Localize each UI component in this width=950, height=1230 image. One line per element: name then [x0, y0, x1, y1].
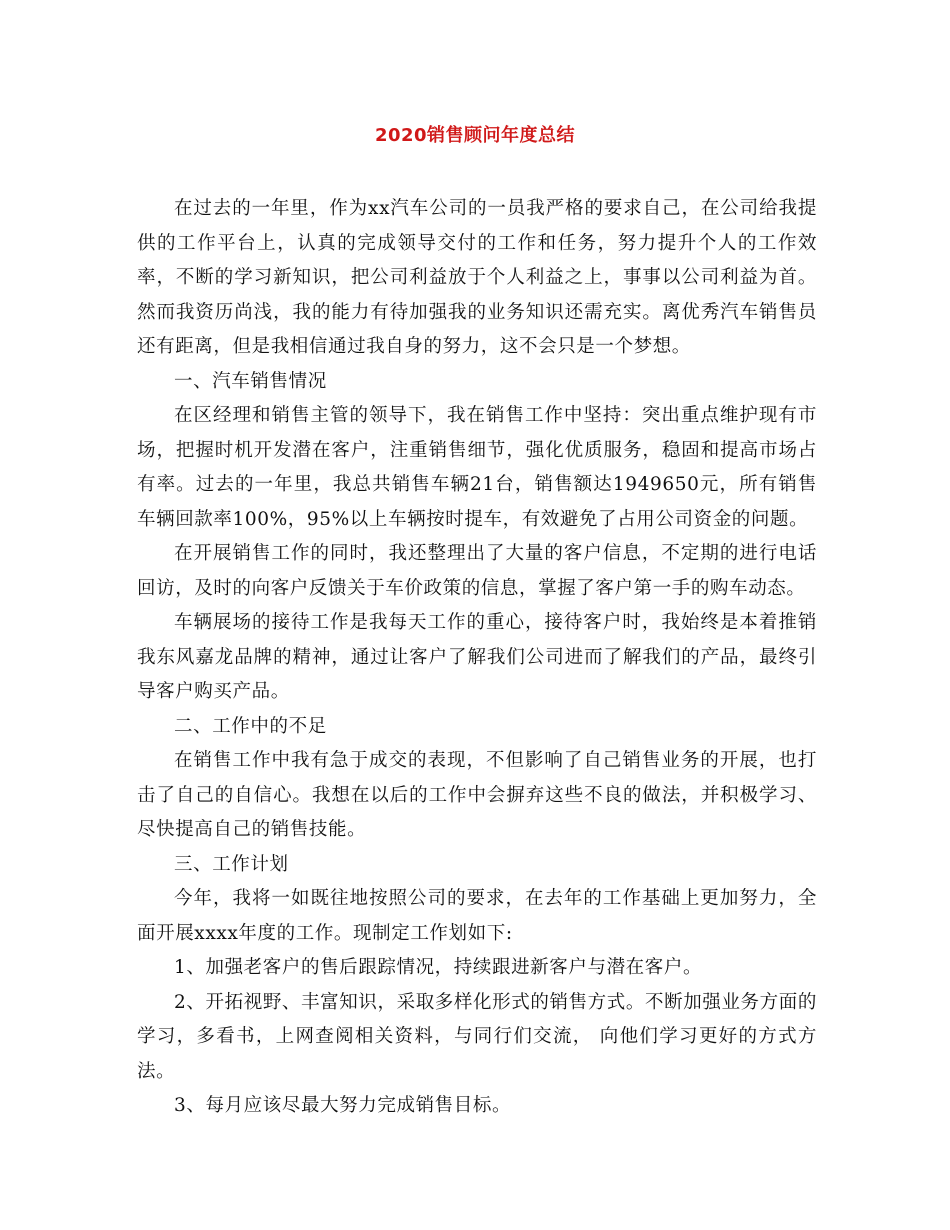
paragraph-customer-info: 在开展销售工作的同时，我还整理出了大量的客户信息，不定期的进行电话回访，及时的向客户反馈关于车价政策的信息，掌握了客户第一手的购车动态。: [137, 543, 817, 599]
plan-item-3: 3、每月应该尽最大努力完成销售目标。: [174, 1095, 512, 1116]
paragraph-shortcomings: 在销售工作中我有急于成交的表现，不但影响了自己销售业务的开展，也打击了自己的自信心。我想在以后的工作中会摒弃这些不良的做法，并积极学习、 尽快提高自己的销售技能。: [137, 750, 817, 840]
heading-work-plan: 三、工作计划: [174, 853, 289, 875]
heading-sales-status: 一、汽车销售情况: [174, 370, 327, 392]
heading-shortcomings: 二、工作中的不足: [174, 715, 327, 737]
paragraph-intro: 在过去的一年里，作为xx汽车公司的一员我严格的要求自己，在公司给我提供的工作平台上，认真的完成领导交付的工作和任务，努力提升个人的工作效率，不断的学习新知识，把公司利益放于个人利益之上，事事以公司利益为首。然而我资历尚浅，我的能力有待加强我的业务知识还需充实。离优秀汽车销售员还有距离，但是我相信通过我自身的努力，这不会只是一个梦想。: [137, 198, 817, 357]
paragraph-plan-intro: 今年，我将一如既往地按照公司的要求，在去年的工作基础上更加努力，全面开展xxxx年度的工作。现制定工作划如下:: [137, 888, 817, 944]
document-title: 2020销售顾问年度总结: [374, 125, 576, 146]
paragraph-showroom: 车辆展场的接待工作是我每天工作的重心，接待客户时，我始终是本着推销我东风嘉龙品牌的精神，通过让客户了解我们公司进而了解我们的产品，最终引导客户购买产品。: [137, 612, 817, 702]
paragraph-sales-results: 在区经理和销售主管的领导下，我在销售工作中坚持：突出重点维护现有市场，把握时机开发潜在客户，注重销售细节，强化优质服务，稳固和提高市场占有率。过去的一年里，我总共销售车辆21台，销售额达1949650元，所有销售车辆回款率100%，95%以上车辆按时提车，有效避免了占用公司资金的问题。: [137, 405, 817, 530]
plan-item-1: 1、加强老客户的售后跟踪情况，持续跟进新客户与潜在客户。: [174, 957, 703, 978]
plan-item-2: 2、开拓视野、丰富知识，采取多样化形式的销售方式。不断加强业务方面的学习，多看书，上网查阅相关资料，与同行们交流， 向他们学习更好的方式方法。: [137, 991, 817, 1082]
document-body: [137, 192, 817, 1124]
